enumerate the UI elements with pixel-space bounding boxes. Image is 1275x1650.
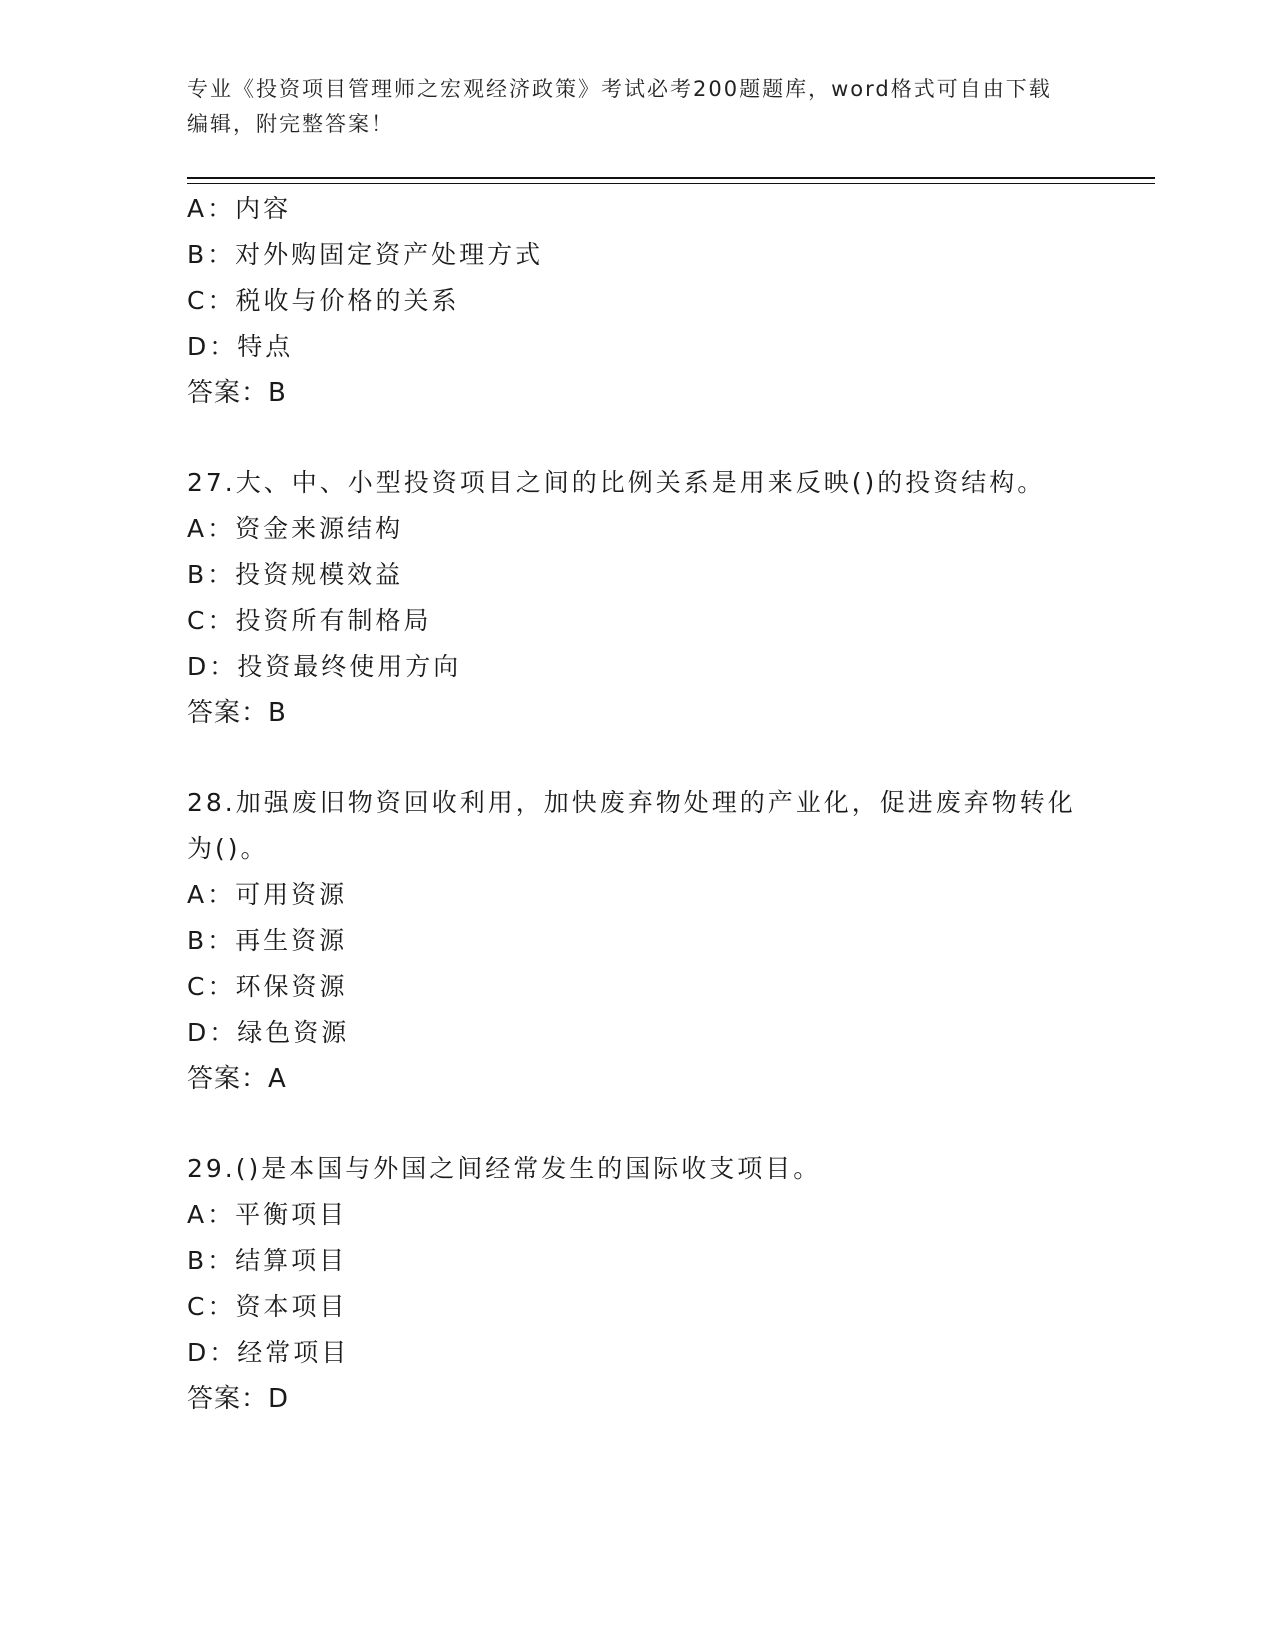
option-d: D：经常项目 <box>187 1338 350 1367</box>
question-block-27 <box>187 460 1127 736</box>
header-divider-thin <box>187 183 1155 184</box>
header-divider-thick <box>187 177 1155 179</box>
option-b: B：结算项目 <box>187 1246 348 1275</box>
answer-line: 答案：D <box>187 1384 290 1414</box>
option-a: A：内容 <box>187 194 292 223</box>
option-a: A：资金来源结构 <box>187 514 404 543</box>
question-block-28 <box>187 780 1127 1102</box>
option-d: D：绿色资源 <box>187 1018 350 1047</box>
option-a: A：可用资源 <box>187 880 348 909</box>
option-d: D：投资最终使用方向 <box>187 652 462 681</box>
answer-line: 答案：B <box>187 378 287 408</box>
question-text: 27.大、中、小型投资项目之间的比例关系是用来反映()的投资结构。 <box>187 468 1046 497</box>
option-c: C：环保资源 <box>187 972 348 1001</box>
answer-line: 答案：B <box>187 698 287 728</box>
option-b: B：再生资源 <box>187 926 348 955</box>
option-d: D：特点 <box>187 332 294 361</box>
question-text: 28.加强废旧物资回收利用，加快废弃物处理的产业化，促进废弃物转化为()。 <box>187 788 1076 863</box>
question-block-26 <box>187 186 1127 416</box>
option-b: B：投资规模效益 <box>187 560 404 589</box>
option-c: C：资本项目 <box>187 1292 348 1321</box>
question-list <box>187 186 1127 1422</box>
answer-line: 答案：A <box>187 1064 287 1094</box>
option-c: C：税收与价格的关系 <box>187 286 460 315</box>
document-header: 专业《投资项目管理师之宏观经济政策》考试必考200题题库，word格式可自由下载编辑，附完整答案！ <box>187 77 1052 136</box>
option-b: B：对外购固定资产处理方式 <box>187 240 544 269</box>
question-block-29 <box>187 1146 1127 1422</box>
option-a: A：平衡项目 <box>187 1200 348 1229</box>
question-text: 29.()是本国与外国之间经常发生的国际收支项目。 <box>187 1154 822 1183</box>
option-c: C：投资所有制格局 <box>187 606 432 635</box>
